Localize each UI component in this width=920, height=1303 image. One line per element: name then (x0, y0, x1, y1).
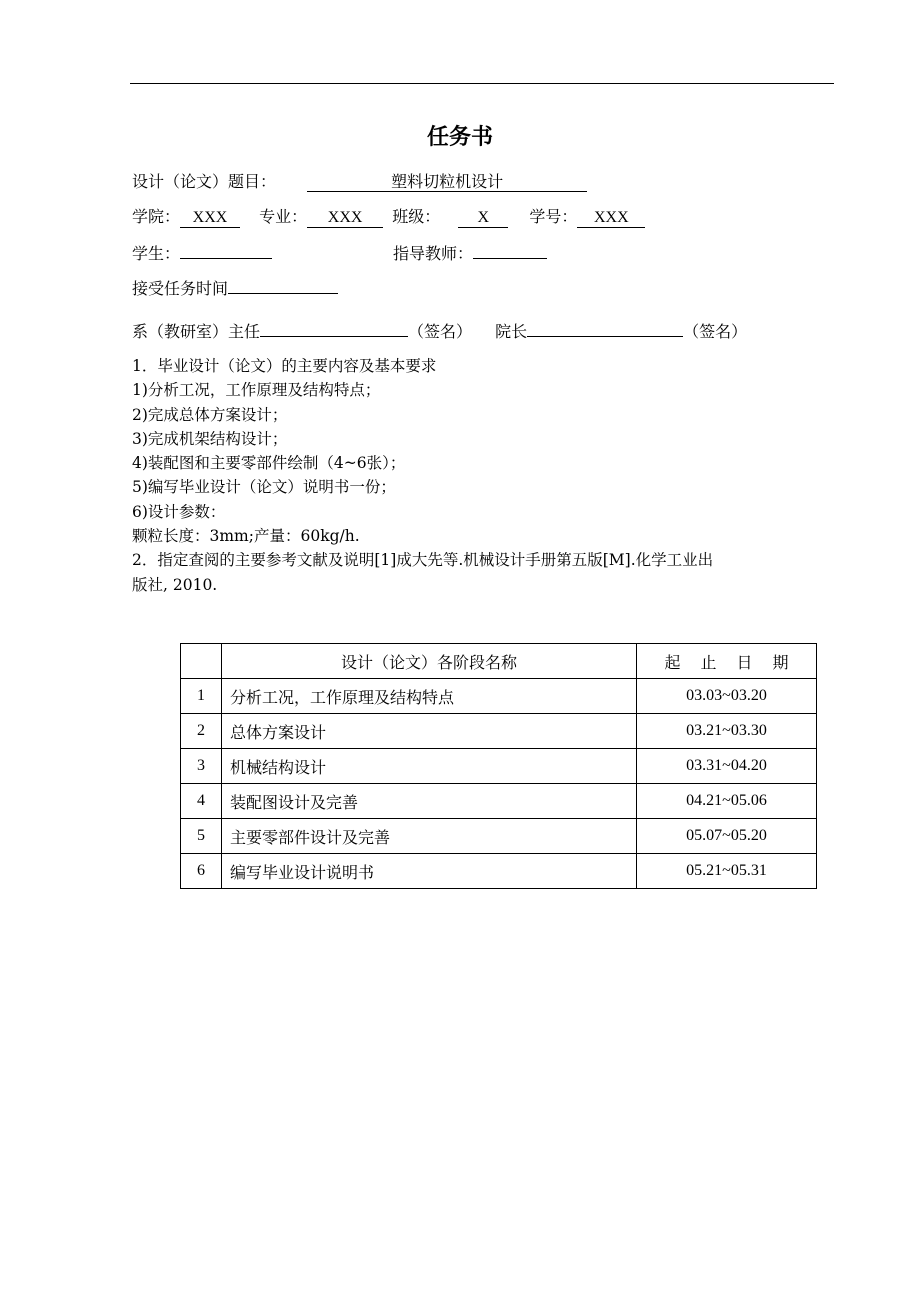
class-label: 班级： (392, 207, 441, 226)
advisor-line (393, 244, 547, 264)
student-id-value: XXX (577, 209, 645, 228)
topic-value: 塑料切粒机设计 (307, 173, 587, 192)
receive-line (132, 279, 338, 299)
table-row (181, 714, 817, 749)
row-num: 3 (181, 749, 222, 784)
sign-label-2: （签名） (683, 322, 748, 341)
table-header-row (181, 644, 817, 679)
row-stage-name: 分析工况，工作原理及结构特点 (222, 679, 637, 714)
requirement-item: 4)装配图和主要零部件绘制（4~6张）； (132, 454, 406, 473)
student-label: 学生： (132, 244, 181, 263)
header-name-cell: 设计（论文）各阶段名称 (222, 644, 637, 679)
row-date: 05.07~05.20 (637, 819, 817, 854)
major-value: XXX (307, 209, 383, 228)
topic-label: 设计（论文）题目： (132, 172, 277, 191)
requirement-item: 2)完成总体方案设计； (132, 405, 288, 424)
table-row (181, 854, 817, 889)
row-stage-name: 总体方案设计 (222, 714, 637, 749)
requirements-section (132, 354, 713, 597)
row-num: 6 (181, 854, 222, 889)
row-num: 5 (181, 819, 222, 854)
table-row (181, 819, 817, 854)
requirements-heading: 1．毕业设计（论文）的主要内容及基本要求 (132, 357, 437, 375)
row-stage-name: 编写毕业设计说明书 (222, 854, 637, 889)
row-num: 2 (181, 714, 222, 749)
row-num: 1 (181, 679, 222, 714)
receive-label: 接受任务时间 (132, 279, 229, 298)
sign-label-1: （签名） (408, 322, 473, 341)
row-stage-name: 装配图设计及完善 (222, 784, 637, 819)
college-label: 学院： (132, 207, 181, 226)
advisor-label: 指导教师： (393, 244, 474, 263)
row-stage-name: 主要零部件设计及完善 (222, 819, 637, 854)
info-line (132, 207, 645, 228)
receive-blank[interactable] (228, 293, 338, 294)
student-blank[interactable] (180, 258, 272, 259)
topic-line (132, 172, 587, 192)
header-date-cell: 起 止 日 期 (637, 644, 817, 679)
dean-blank[interactable] (527, 336, 683, 337)
header-num-cell (181, 644, 222, 679)
row-date: 05.21~05.31 (637, 854, 817, 889)
student-id-label: 学号： (529, 207, 578, 226)
references-line-2: 版社, 2010. (132, 575, 218, 594)
dean-label: 院长 (495, 322, 528, 341)
header-rule (130, 83, 834, 84)
dept-head-blank[interactable] (260, 336, 408, 337)
row-stage-name: 机械结构设计 (222, 749, 637, 784)
requirement-item: 6)设计参数： (132, 502, 226, 521)
row-date: 03.31~04.20 (637, 749, 817, 784)
table-row (181, 679, 817, 714)
requirement-item: 5)编写毕业设计（论文）说明书一份； (132, 478, 396, 497)
requirement-item: 1)分析工况，工作原理及结构特点； (132, 381, 381, 400)
student-line (132, 244, 272, 264)
major-label: 专业： (259, 207, 308, 226)
requirement-item: 3)完成机架结构设计； (132, 429, 288, 448)
row-date: 03.03~03.20 (637, 679, 817, 714)
advisor-blank[interactable] (473, 258, 547, 259)
stages-table (180, 643, 817, 889)
references-line-1: 2．指定查阅的主要参考文献及说明[1]成大先等.机械设计手册第五版[M].化学工业出 (132, 551, 714, 570)
table-row (181, 784, 817, 819)
document-title: 任务书 (426, 124, 493, 150)
dept-head-label: 系（教研室）主任 (132, 322, 261, 341)
row-date: 04.21~05.06 (637, 784, 817, 819)
college-value: XXX (180, 209, 240, 228)
table-row (181, 749, 817, 784)
signature-line (132, 322, 747, 342)
class-value: X (458, 209, 508, 228)
row-date: 03.21~03.30 (637, 714, 817, 749)
row-num: 4 (181, 784, 222, 819)
requirement-item: 颗粒长度：3mm;产量：60kg/h. (132, 527, 360, 546)
